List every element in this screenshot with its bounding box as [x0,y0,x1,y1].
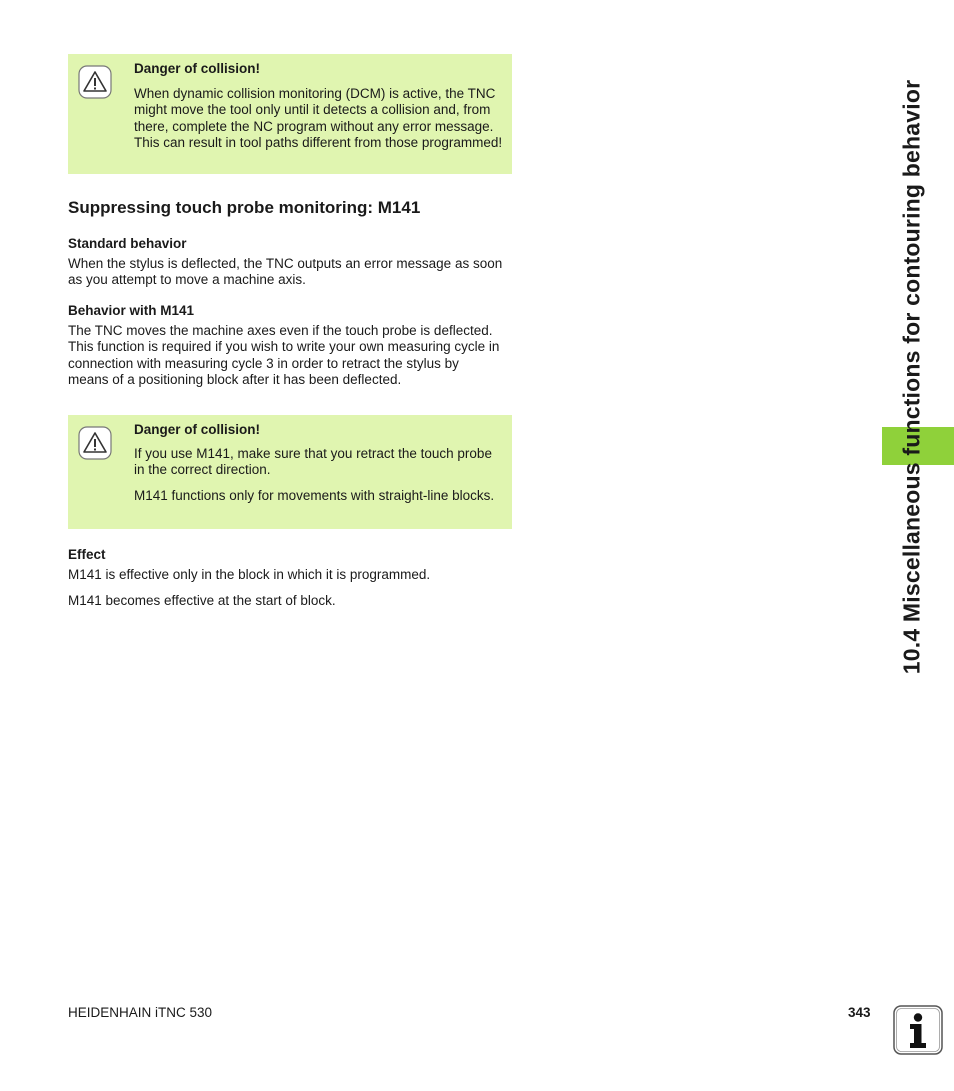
standard-behavior-text: When the stylus is deflected, the TNC outputs an error message as soon as you attempt to move a machine axis. [68,256,503,288]
warning-title: Danger of collision! [134,422,261,437]
warning-triangle-icon [78,65,112,99]
warning-title: Danger of collision! [134,61,261,76]
effect-heading: Effect [68,547,106,562]
warning-box-m141 [68,415,512,529]
effect-text-2: M141 becomes effective at the start of block. [68,593,336,608]
warning-text-straight-line: M141 functions only for movements with straight-line blocks. [134,488,495,503]
section-heading: Suppressing touch probe monitoring: M141 [68,198,421,217]
page-number: 343 [848,1005,871,1020]
chapter-side-title: 10.4 Miscellaneous functions for contouring behavior [898,79,925,675]
m141-behavior-heading: Behavior with M141 [68,303,195,318]
footer-product: HEIDENHAIN iTNC 530 [68,1005,213,1020]
info-icon [893,1005,943,1055]
effect-text-1: M141 is effective only in the block in which it is programmed. [68,567,431,582]
standard-behavior-heading: Standard behavior [68,236,187,251]
warning-text-retract: If you use M141, make sure that you retract the touch probe in the correct direction. [134,446,492,478]
warning-text: When dynamic collision monitoring (DCM) is active, the TNC might move the tool only until it detects a collision and, from there, complete the NC program without any error message. This can result in tool paths different from those programmed! [134,86,503,150]
m141-behavior-text: The TNC moves the machine axes even if the touch probe is deflected. This function is required if you wish to write your own measuring cycle in connection with measuring cycle 3 in order to retract the stylus by means of a positioning block after it has been deflected. [68,323,500,387]
warning-triangle-icon [78,426,112,460]
warning-box-dcm [68,54,512,174]
